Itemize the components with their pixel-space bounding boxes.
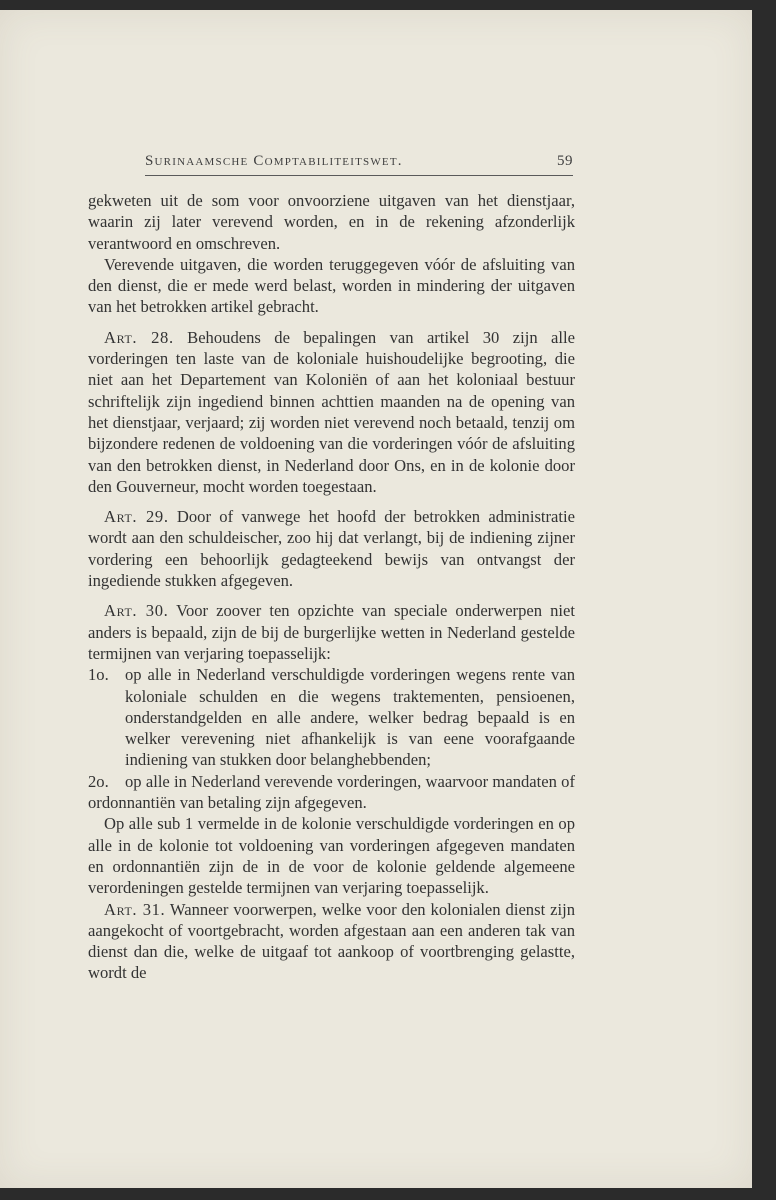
article-28-text: Behoudens de bepalingen van artikel 30 zijn alle vorderingen ten laste van de koloniale huishoudelijke begrooting, die niet aan het Departement van Koloniën of aan het koloniaal bestuur schriftelijk zijn ingediend binnen achttien maanden na de opening van het dienstjaar, verjaard; zij worden niet verevend noch betaald, tenzij om bijzondere redenen de voldoening van die vorderingen vóór de afsluiting van den betrokken dienst, in Nederland door Ons, en in de kolonie door den Gouverneur, mocht worden toegestaan. [88,327,575,496]
list-item-number: 1o. [88,665,109,685]
article-29 [88,506,575,591]
list-item-text: op alle in Nederland verevende vorderingen, waarvoor mandaten of ordonnantiën van betaling zijn afgegeven. [88,771,575,813]
paragraph-refund: Verevende uitgaven, die worden teruggegeven vóór de afsluiting van den dienst, die er mede werd belast, worden in mindering der uitgaven van het betrokken artikel gebracht. [88,254,575,317]
article-31-label: Art. 31. [104,899,166,919]
list-item [88,664,575,770]
paragraph-colony-claims: Op alle sub 1 vermelde in de kolonie verschuldigde vorderingen en op alle in de kolonie tot voldoening van vorderingen afgegeven mandaten en ordonnantiën zijn de in de voor de kolonie geldende algemeene verordeningen gestelde termijnen van verjaring toepasselijk. [88,814,575,898]
article-31 [88,899,575,984]
list-item [88,771,575,814]
list-item-number: 2o. [88,771,109,791]
article-29-label: Art. 29. [104,507,169,527]
page-number: 59 [557,153,573,169]
article-28-label: Art. 28. [104,327,174,347]
article-28 [88,327,575,497]
article-30-label: Art. 30. [104,601,169,621]
running-title: Surinaamsche Comptabiliteitswet. [145,153,403,169]
list-item-text: op alle in Nederland verschuldigde vorderingen wegens rente van koloniale schulden en die wegens traktementen, pensioenen, onderstandgelden en alle andere, welker bedrag bepaald is en welker verevening niet afhankelijk is van eene voorafgaande indiening van stukken door belanghebbenden; [125,665,575,770]
article-30 [88,600,575,664]
body-text [88,190,575,984]
running-head [145,153,573,176]
article-31-text: Wanneer voorwerpen, welke voor den kolonialen dienst zijn aangekocht of voortgebracht, worden afgestaan aan een anderen tak van dienst dan die, welke de uitgaaf tot aankoop of voortbrenging gelastte, wordt de [88,899,576,983]
article-30-text: Voor zoover ten opzichte van speciale onderwerpen niet anders is bepaald, zijn de bij de burgerlijke wetten in Nederland gestelde termijnen van verjaring toepasselijk: [88,601,575,663]
book-page [0,10,752,1188]
paragraph-continuation: gekweten uit de som voor onvoorziene uitgaven van het dienstjaar, waarin zij later verevend worden, en in de rekening afzonderlijk verantwoord en omschreven. [88,191,575,253]
article-29-text: Door of vanwege het hoofd der betrokken administratie wordt aan den schuldeischer, zoo hij dat verlangt, bij de indiening zijner vordering een behoorlijk gedagteekend bewijs van ontvangst der ingediende stukken afgegeven. [88,507,576,591]
